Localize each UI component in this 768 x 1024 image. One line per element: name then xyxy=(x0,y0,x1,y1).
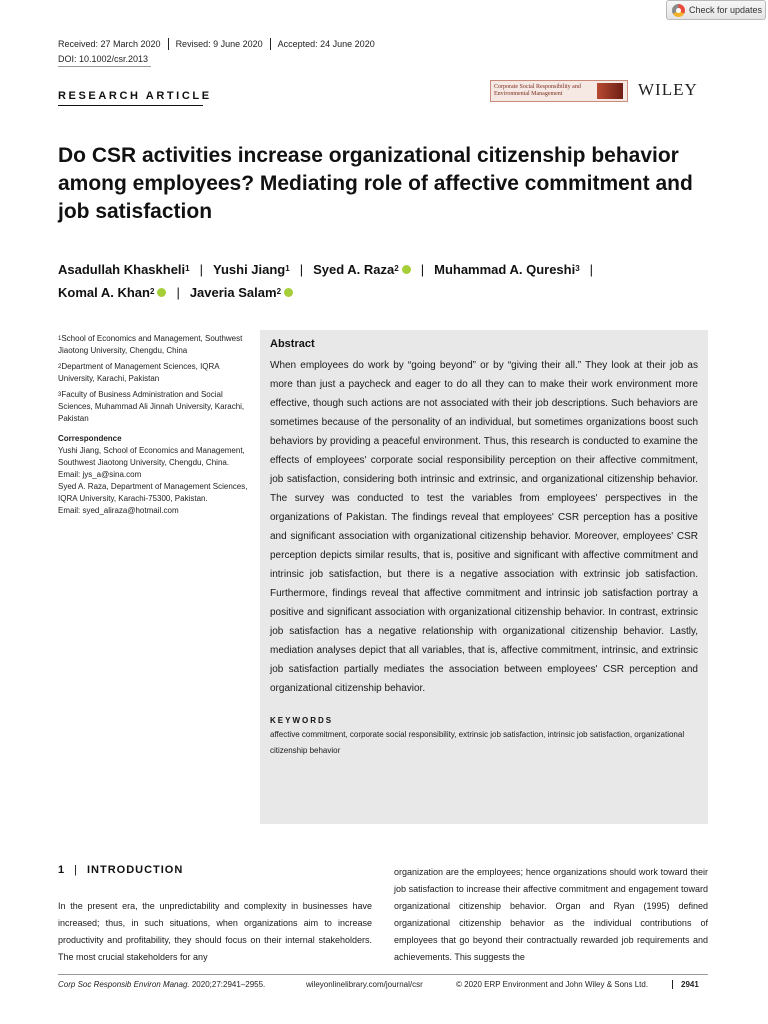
correspondence-heading: Correspondence xyxy=(58,434,122,443)
affiliations xyxy=(58,333,248,517)
author-name: Yushi Jiang xyxy=(213,262,286,277)
correspondence-email[interactable]: Email: syed_aliraza@hotmail.com xyxy=(58,506,179,515)
abstract-box xyxy=(260,330,708,824)
section-title: INTRODUCTION xyxy=(86,864,184,876)
page-footer xyxy=(58,980,708,989)
author-separator: | xyxy=(299,262,304,277)
doi[interactable]: DOI: 10.1002/csr.2013 xyxy=(58,54,149,64)
author-separator: | xyxy=(589,262,594,277)
journal-logo-text: Corporate Social Responsibility and Environmental Management xyxy=(494,84,581,97)
affiliation xyxy=(58,333,248,357)
author-affiliation-sup: 1 xyxy=(185,264,190,273)
abstract-text: When employees do work by “going beyond” or by “giving their all.” They look at their job as more than just a paycheck and eager to do all they can to make their work environment more effective, though such actions are not associated with their job descriptions. Such behaviors are sometimes because of the personality of an individual, but sometimes organizations boost such behaviors by providing a peaceful environment. Thus, this research is conducted to examine the effects of employees' corporate social responsibility perception on their affective commitment, job satisfaction, considering both intrinsic and extrinsic, and organizational citizenship behavior. The survey was conducted to test the variables from employees' perspectives in the organizations of Pakistan. The findings reveal that employees' CSR perception has a positive and significant association with organizational citizenship behavior. Moreover, employees' CSR perception depicts similar results, that is, positive and significant with affective commitment and intrinsic job satisfaction, but there is a negative association with extrinsic job satisfaction. Furthermore, findings reveal that affective commitment and intrinsic job satisfaction portray a positive and significant association with organizational citizenship behavior. In contrast, extrinsic job satisfaction has a negative relationship with organizational citizenship behavior. Lastly, mediation analyses depict that all variables, that is, affective commitment, intrinsic, and extrinsic job satisfaction partially mediates the association between employees' CSR perception and organizational citizenship behavior. xyxy=(270,360,698,694)
journal-logo[interactable] xyxy=(490,80,628,102)
affiliation-sup: 1 xyxy=(58,336,62,342)
footer-divider xyxy=(58,974,708,975)
orcid-icon[interactable] xyxy=(402,265,411,274)
footer-copyright: © 2020 ERP Environment and John Wiley & Sons Ltd. xyxy=(456,980,649,989)
check-for-updates-button[interactable] xyxy=(666,0,766,20)
footer-volume: 2020;27:2941–2955. xyxy=(191,980,266,989)
author[interactable] xyxy=(58,262,190,277)
revised-date: Revised: 9 June 2020 xyxy=(168,38,270,50)
article-type: RESEARCH ARTICLE xyxy=(58,90,212,102)
article-type-underline xyxy=(58,105,203,106)
affiliation-text: Department of Management Sciences, IQRA University, Karachi, Pakistan xyxy=(58,362,220,383)
correspondence-line: Syed A. Raza, Department of Management Sciences, IQRA University, Karachi-75300, Pakistan. xyxy=(58,482,248,503)
section-heading-introduction xyxy=(58,864,183,876)
check-for-updates-label: Check for updates xyxy=(689,5,763,15)
author-list xyxy=(58,258,728,304)
body-text-right-column: organization are the employees; hence organizations should work toward their job satisfaction to increase their affective commitment and engagement toward organizational citizenship behavior. Organ and Ryan (1995) defined organizational citizenship behavior as the individual contributions of employees that go beyond their contractually rewarded job requirements and achievements. This suggests the xyxy=(394,867,708,962)
section-separator: | xyxy=(74,864,78,876)
abstract-heading: Abstract xyxy=(270,338,315,350)
footer-journal-abbrev: Corp Soc Responsib Environ Manag. xyxy=(58,980,190,989)
journal-logo-mark xyxy=(597,83,623,99)
article-title: Do CSR activities increase organizational citizenship behavior among employees? Mediating role of affective commitment and job satisfaction xyxy=(58,144,693,223)
author-separator: | xyxy=(420,262,425,277)
author[interactable] xyxy=(58,285,166,300)
author-name: Asadullah Khaskheli xyxy=(58,262,186,277)
received-date: Received: 27 March 2020 xyxy=(58,39,161,49)
footer-journal-url[interactable]: wileyonlinelibrary.com/journal/csr xyxy=(306,980,423,989)
publisher-logo[interactable]: WILEY xyxy=(638,80,698,99)
correspondence-line: Yushi Jiang, School of Economics and Management, Southwest Jiaotong University, Chengdu, China. xyxy=(58,446,245,467)
author-name: Muhammad A. Qureshi xyxy=(434,262,576,277)
affiliation-text: School of Economics and Management, Southwest Jiaotong University, Chengdu, China xyxy=(58,334,243,355)
section-number: 1 xyxy=(58,864,66,876)
affiliation-text: Faculty of Business Administration and Social Sciences, Muhammad Ali Jinnah University, Karachi, Pakistan xyxy=(58,390,245,423)
author-name: Syed A. Raza xyxy=(313,262,395,277)
affiliation-sup: 2 xyxy=(58,364,62,370)
body-text-left-column: In the present era, the unpredictability and complexity in businesses have increased; thus, in such situations, when organizations aim to increase productivity and profitability, they should focus on their internal stakeholders. The most crucial stakeholders for any xyxy=(58,901,372,962)
author-affiliation-sup: 1 xyxy=(285,264,290,273)
affiliation-sup: 3 xyxy=(58,392,62,398)
orcid-icon[interactable] xyxy=(284,288,293,297)
article-dates xyxy=(58,38,382,50)
correspondence-email[interactable]: Email: jys_a@sina.com xyxy=(58,470,142,479)
author-name: Komal A. Khan xyxy=(58,285,150,300)
keywords-text: affective commitment, corporate social responsibility, extrinsic job satisfaction, intrinsic job satisfaction, organizational citizenship behavior xyxy=(270,730,685,755)
affiliation xyxy=(58,361,248,385)
accepted-date: Accepted: 24 June 2020 xyxy=(270,38,382,50)
affiliation xyxy=(58,389,248,425)
crossmark-icon xyxy=(672,4,685,17)
author-separator: | xyxy=(176,285,180,300)
author-affiliation-sup: 2 xyxy=(276,287,282,296)
author-name: Javeria Salam xyxy=(189,285,277,300)
author[interactable] xyxy=(213,262,290,277)
footer-citation xyxy=(58,980,306,989)
author-affiliation-sup: 3 xyxy=(575,264,580,273)
header-divider xyxy=(58,66,151,67)
author-affiliation-sup: 2 xyxy=(149,287,155,296)
author[interactable] xyxy=(434,262,580,277)
page-number: 2941 xyxy=(672,980,699,989)
author-affiliation-sup: 2 xyxy=(394,264,399,273)
keywords-heading: KEYWORDS xyxy=(270,716,334,725)
author[interactable] xyxy=(190,285,293,300)
author[interactable] xyxy=(313,262,411,277)
author-separator: | xyxy=(199,262,203,277)
